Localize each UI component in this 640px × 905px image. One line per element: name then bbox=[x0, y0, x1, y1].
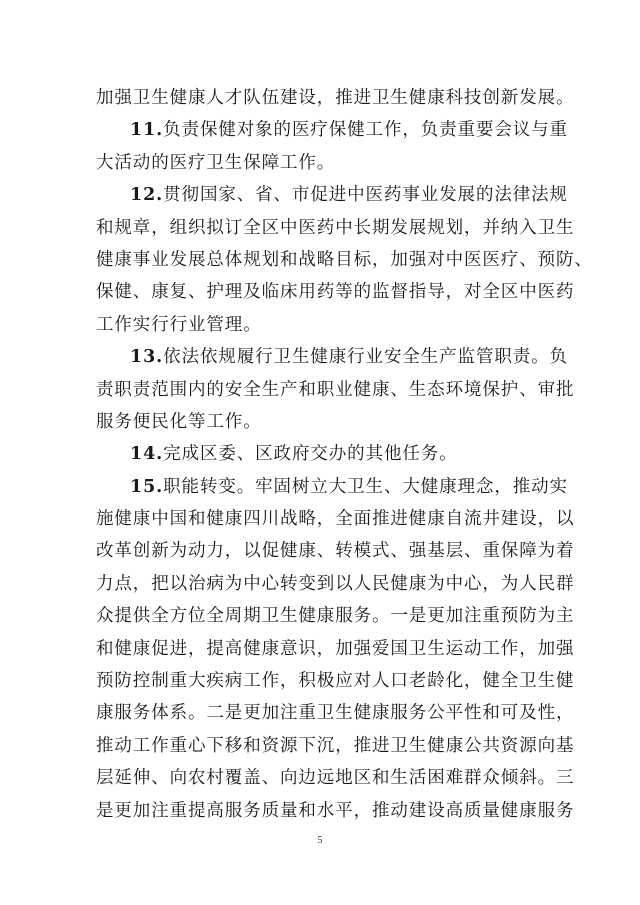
text-line-18: 和健康促进，提高健康意识，加强爱国卫生运动工作，加强 bbox=[96, 638, 575, 659]
item-12: 12.贯彻国家、省、市促进中医药事业发展的法律法规 bbox=[130, 185, 568, 206]
item-number: 15. bbox=[130, 476, 164, 497]
text-line-6: 健康事业发展总体规划和战略目标，加强对中医医疗、预防、 bbox=[96, 249, 593, 270]
item-14: 14.完成区委、区政府交办的其他任务。 bbox=[130, 444, 458, 465]
text-line-15: 改革创新为动力，以促健康、转模式、强基层、重保障为着 bbox=[96, 541, 575, 562]
text-line-5: 和规章，组织拟订全区中医药中长期发展规划，并纳入卫生 bbox=[96, 217, 575, 238]
text-line-23: 是更加注重提高服务质量和水平，推动建设高质量健康服务 bbox=[96, 800, 575, 821]
text-line-16: 力点，把以治病为中心转变到以人民健康为中心，为人民群 bbox=[96, 573, 575, 594]
text-line-17: 众提供全方位全周期卫生健康服务。一是更加注重预防为主 bbox=[96, 606, 575, 627]
document-body bbox=[96, 82, 593, 827]
text-line-11: 服务便民化等工作。 bbox=[96, 411, 262, 432]
item-11: 11.负责保健对象的医疗保健工作，负责重要会议与重 bbox=[130, 120, 568, 141]
text-line-20: 康服务体系。二是更加注重卫生健康服务公平性和可及性， bbox=[96, 703, 575, 724]
text-line-22: 层延伸、向农村覆盖、向边远地区和生活困难群众倾斜。三 bbox=[96, 768, 575, 789]
text-line-1: 加强卫生健康人才队伍建设，推进卫生健康科技创新发展。 bbox=[96, 88, 575, 108]
item-number: 12. bbox=[130, 185, 164, 206]
item-15: 15.职能转变。牢固树立大卫生、大健康理念，推动实 bbox=[130, 476, 568, 497]
text-line-10: 责职责范围内的安全生产和职业健康、生态环境保护、审批 bbox=[96, 379, 575, 400]
text-line-8: 工作实行行业管理。 bbox=[96, 314, 262, 335]
item-number: 14. bbox=[130, 444, 164, 465]
item-number: 13. bbox=[130, 347, 164, 368]
text-line-21: 推动工作重心下移和资源下沉，推进卫生健康公共资源向基 bbox=[96, 735, 575, 756]
text-line-19: 预防控制重大疾病工作，积极应对人口老龄化，健全卫生健 bbox=[96, 671, 575, 692]
page-number: 5 bbox=[317, 835, 323, 846]
text-line-7: 保健、康复、护理及临床用药等的监督指导，对全区中医药 bbox=[96, 282, 575, 303]
item-number: 11. bbox=[130, 120, 164, 141]
text-line-3: 大活动的医疗卫生保障工作。 bbox=[96, 152, 336, 173]
text-line-14: 施健康中国和健康四川战略，全面推进健康自流井建设，以 bbox=[96, 509, 575, 530]
item-13: 13.依法依规履行卫生健康行业安全生产监管职责。负 bbox=[130, 347, 568, 368]
